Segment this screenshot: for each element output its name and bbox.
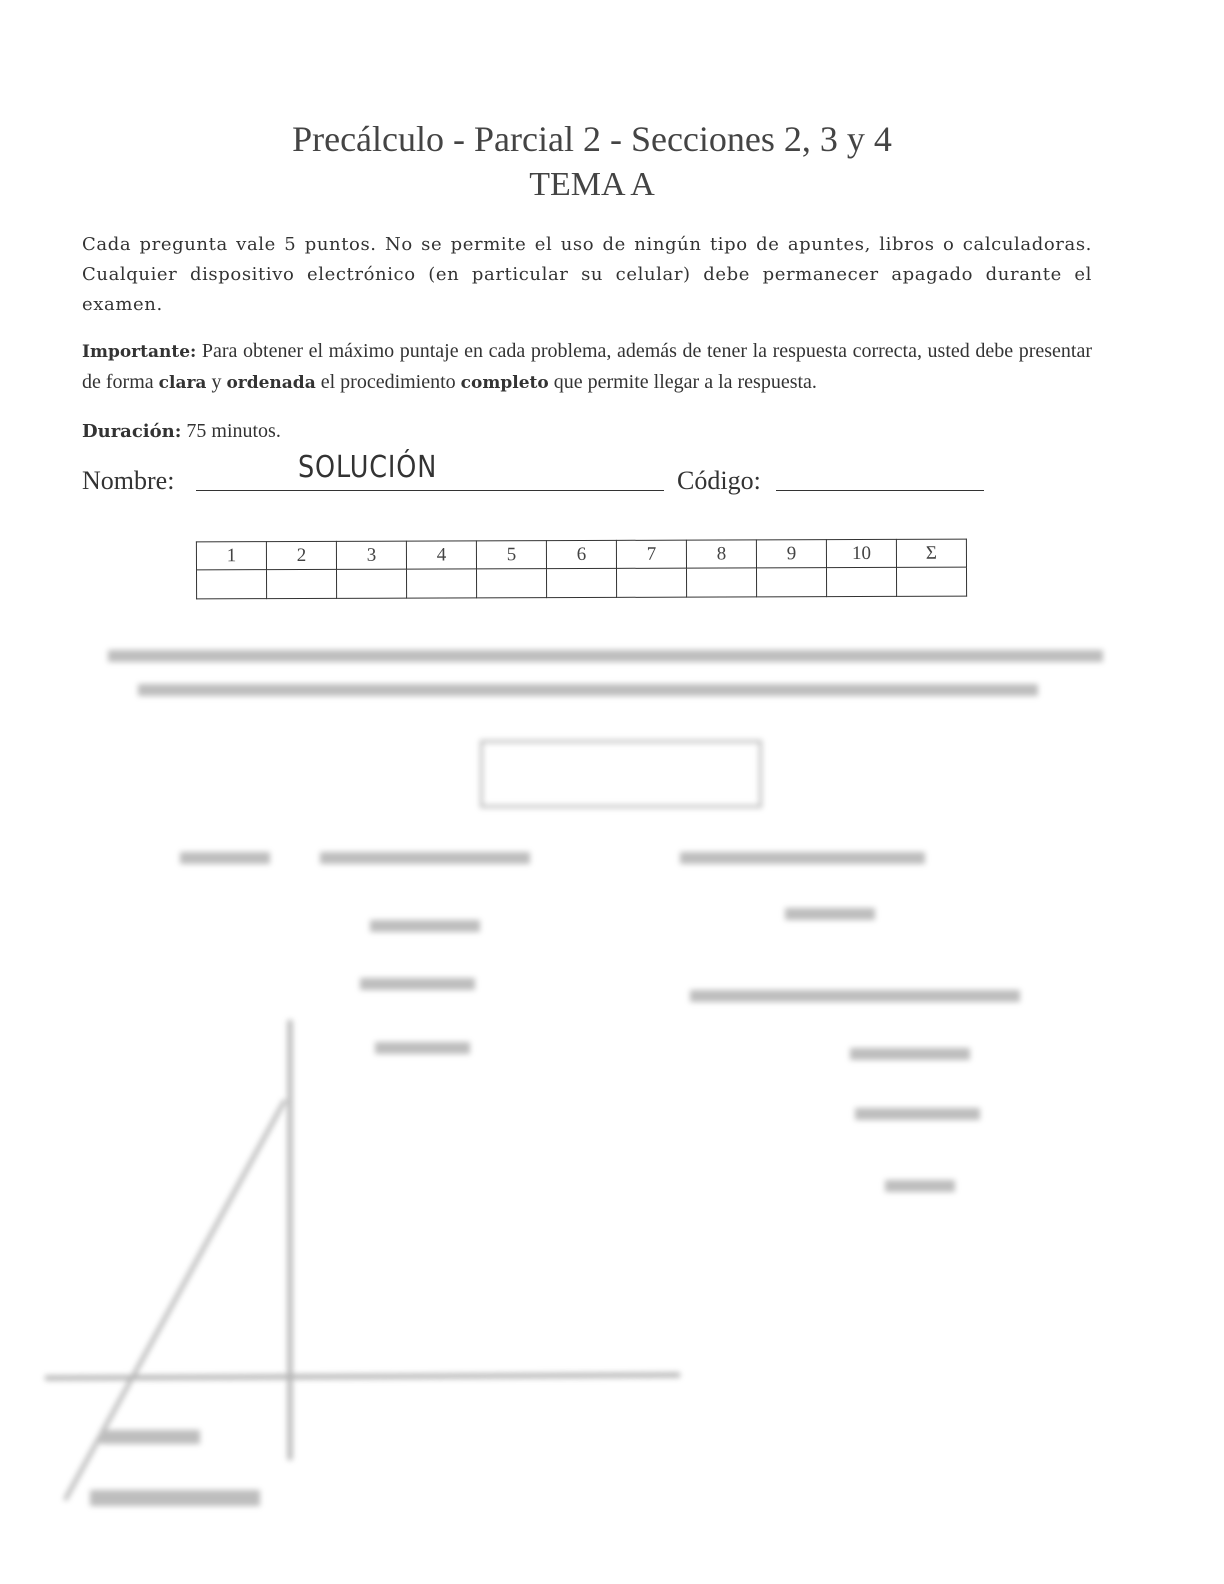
important-text: Para obtener el máximo puntaje en cada problema, además de tener la respuesta correcta, usted debe presentar de forma bbox=[82, 340, 1092, 393]
bold-word: ordenada bbox=[226, 373, 316, 393]
grade-header-cell: 8 bbox=[686, 540, 756, 568]
exam-title: Precálculo - Parcial 2 - Secciones 2, 3 y 4 bbox=[292, 119, 892, 159]
grade-score-cell[interactable] bbox=[826, 567, 896, 596]
grade-header-cell: 7 bbox=[616, 540, 686, 568]
important-text: que permite llegar a la respuesta. bbox=[548, 371, 817, 393]
grade-score-cell[interactable] bbox=[896, 567, 966, 596]
important-text: y bbox=[206, 371, 227, 393]
name-label: Nombre: bbox=[82, 466, 175, 495]
blurred-problem-region bbox=[0, 600, 1224, 1584]
grade-header-cell: 5 bbox=[476, 541, 546, 569]
grade-score-cell[interactable] bbox=[686, 568, 756, 597]
duration bbox=[82, 420, 281, 443]
grade-header-cell: 2 bbox=[266, 541, 336, 569]
code-label: Código: bbox=[677, 466, 761, 495]
grade-table bbox=[196, 539, 967, 600]
grade-header-cell: 1 bbox=[196, 542, 266, 570]
bold-word: clara bbox=[158, 373, 207, 393]
bold-word: completo bbox=[460, 373, 549, 393]
grade-score-cell[interactable] bbox=[406, 569, 476, 598]
grade-header-cell: 10 bbox=[826, 539, 896, 567]
duration-value: 75 minutos. bbox=[181, 420, 281, 442]
grade-score-cell[interactable] bbox=[476, 569, 546, 598]
grade-header-cell: Σ bbox=[896, 539, 966, 567]
important-label: Importante: bbox=[82, 342, 197, 362]
exam-subtitle: TEMA A bbox=[529, 166, 655, 203]
code-field[interactable] bbox=[776, 468, 984, 491]
grade-header-cell: 6 bbox=[546, 540, 616, 568]
grade-score-cell[interactable] bbox=[756, 568, 826, 597]
grade-header-cell: 4 bbox=[406, 541, 476, 569]
grade-header-cell: 9 bbox=[756, 540, 826, 568]
important-note bbox=[82, 336, 1092, 398]
name-value-handwritten: SOLUCIÓN bbox=[298, 450, 438, 485]
grade-score-cell[interactable] bbox=[616, 568, 686, 597]
grade-score-cell[interactable] bbox=[197, 570, 267, 599]
grade-header-cell: 3 bbox=[336, 541, 406, 569]
grade-score-cell[interactable] bbox=[336, 569, 406, 598]
duration-label: Duración: bbox=[82, 421, 182, 442]
grade-score-cell[interactable] bbox=[267, 569, 337, 598]
instructions: Cada pregunta vale 5 puntos. No se permite el uso de ningún tipo de apuntes, libros o calculadoras. Cualquier dispositivo electrónico (en particular su celular) debe permanecer apagado durante el examen. bbox=[82, 234, 1092, 315]
important-text: el procedimiento bbox=[315, 371, 461, 393]
grade-score-cell[interactable] bbox=[546, 568, 616, 597]
